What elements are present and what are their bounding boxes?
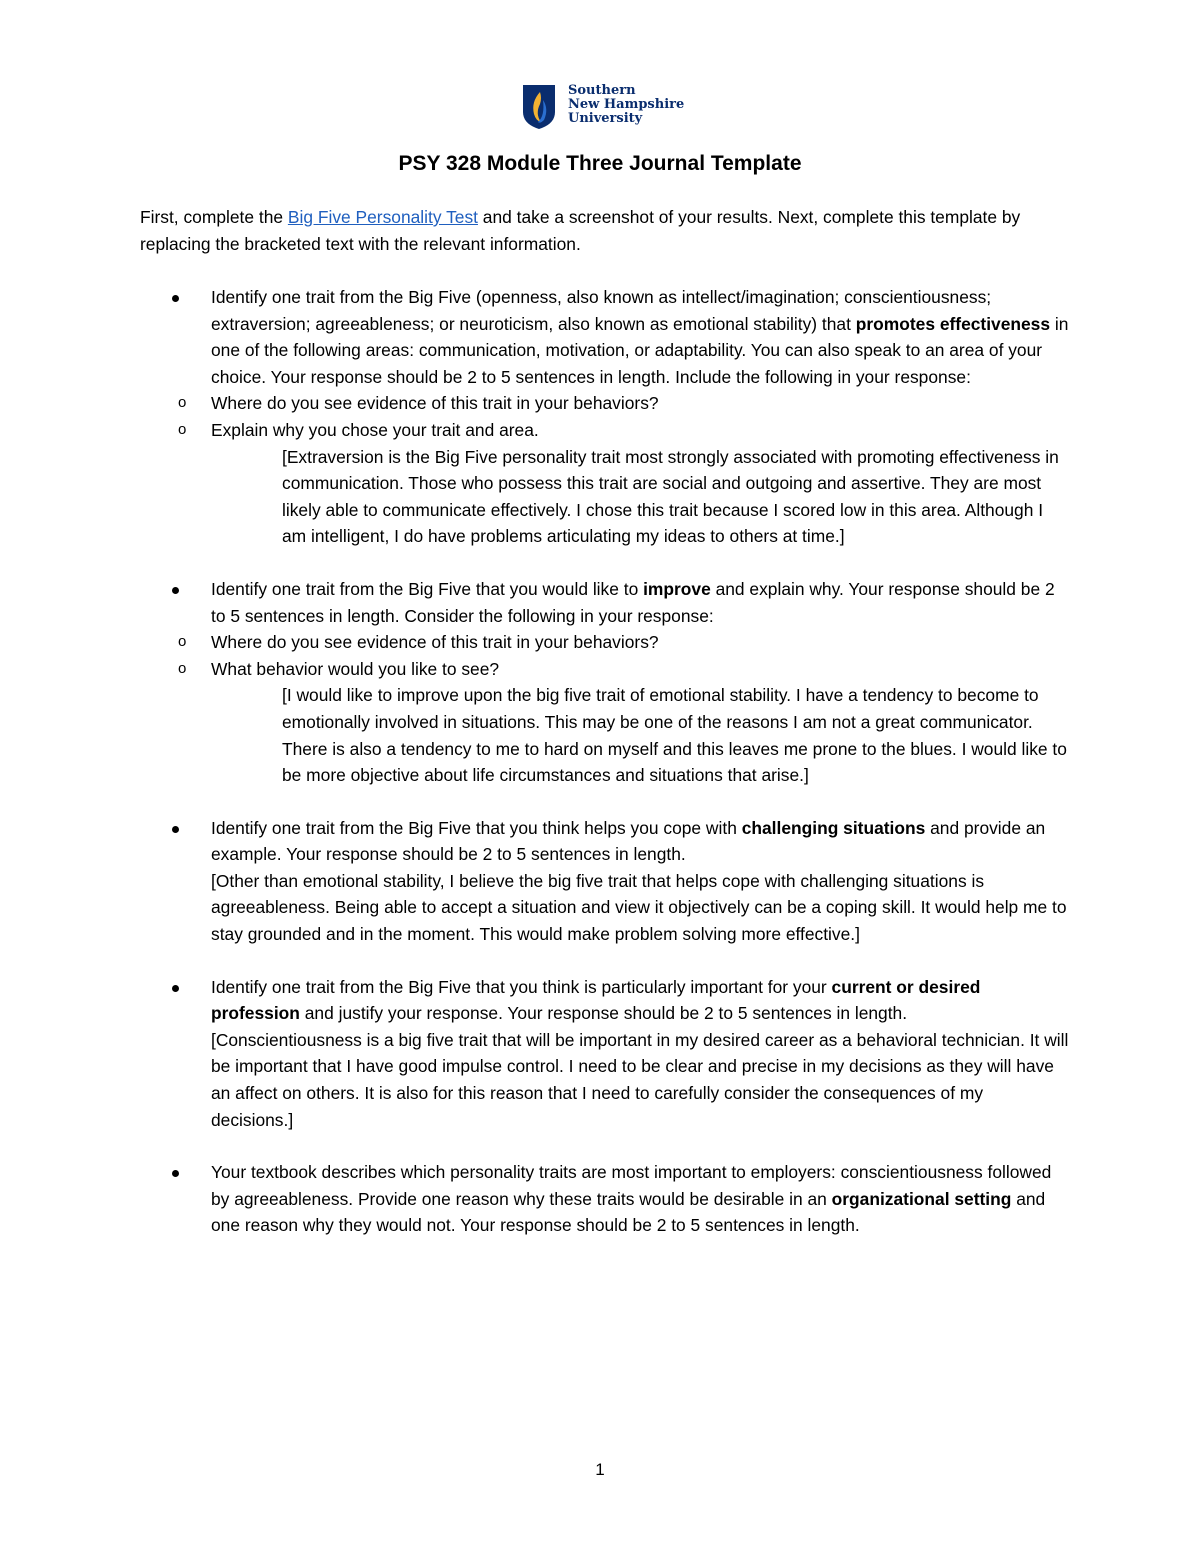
prompt-bold: improve: [643, 578, 711, 599]
answer-text: [Extraversion is the Big Five personality trait most strongly associated with promoting effectiveness in communication. Those who possess this trait are social and outgoing and assertive. They are most likely able to communicate effectively. I chose this trait because I scored low in this area. Although I am intelligent, I do have problems articulating my ideas to others at time.]: [282, 446, 1059, 547]
sub-item-text: Where do you see evidence of this trait in your behaviors?: [211, 632, 659, 653]
sub-list-item: [140, 417, 1070, 444]
prompt-post: and justify your response. Your response should be 2 to 5 sentences in length.: [299, 1003, 908, 1024]
logo-line-3: University: [568, 111, 643, 126]
sub-item-text: Explain why you chose your trait and area.: [211, 419, 539, 440]
prompt-post: in one of the following areas: communication, motivation, or adaptability. You can also speak to an area of your choice. Your response should be 2 to 5 sentences in length. Include the following in your response:: [211, 313, 1069, 387]
answer-text: [I would like to improve upon the big five trait of emotional stability. I have a tendency to become to emotionally involved in situations. This may be one of the reasons I am not a great communicator. There is also a tendency to me to hard on myself and this leaves me prone to the blues. I would like to be more objective about life circumstances and situations that arise.]: [282, 685, 1067, 786]
bullet-icon: [172, 1170, 179, 1177]
list-item: [140, 974, 1070, 1134]
prompt-bold: organizational setting: [831, 1188, 1012, 1209]
prompt-post: and one reason why they would not. Your response should be 2 to 5 sentences in length.: [211, 1188, 1046, 1236]
intro-suffix: and take a screenshot of your results. Next, complete this template by replacing the bracketed text with the relevant information.: [140, 207, 1021, 254]
prompt-pre: Identify one trait from the Big Five that you think is particularly important for your: [211, 976, 832, 997]
logo-line-2: New Hampshire: [568, 97, 685, 112]
intro-prefix: First, complete the: [140, 207, 288, 227]
prompt-pre: Identify one trait from the Big Five that you think helps you cope with: [211, 817, 742, 838]
prompt-bold: challenging situations: [741, 817, 926, 838]
page-title: PSY 328 Module Three Journal Template: [398, 152, 802, 175]
prompt-bold: current or desired profession: [211, 976, 981, 1024]
bullet-icon: [172, 826, 179, 833]
sub-list-item: [140, 656, 1070, 683]
prompt-bold: promotes effectiveness: [855, 313, 1051, 334]
prompt-pre: Identify one trait from the Big Five that you would like to: [211, 578, 644, 599]
prompt-pre: Identify one trait from the Big Five (openness, also known as intellect/imagination; conscientiousness; extraversion; agreeableness; or neuroticism, also known as emotional stability) that: [211, 287, 992, 334]
journal-items: [140, 284, 1070, 1265]
bullet-icon: [172, 985, 179, 992]
bullet-icon: [172, 587, 179, 594]
circle-bullet-icon: o: [178, 394, 187, 412]
prompt-pre: Your textbook describes which personality traits are most important to employers: conscientiousness followed by agreeableness. Provide one reason why these traits would be desirable in an: [211, 1162, 1052, 1209]
list-item: [140, 815, 1070, 948]
prompt-text: [211, 1159, 1070, 1239]
logo-line-1: Southern: [568, 83, 636, 98]
circle-bullet-icon: o: [178, 633, 187, 651]
circle-bullet-icon: o: [178, 420, 187, 438]
prompt-post: and explain why. Your response should be 2 to 5 sentences in length. Consider the following in your response:: [211, 578, 1055, 626]
answer-text: [Conscientiousness is a big five trait that will be important in my desired career as a behavioral technician. It will be important that I have good impulse control. I need to be clear and precise in my decisions as they will have an affect on others. It is also for this reason that I need to carefully consider the consequences of my decisions.]: [211, 1029, 1069, 1130]
answer-text: [Other than emotional stability, I believe the big five trait that helps cope with challenging situations is agreeableness. Being able to accept a situation and view it objectively can be a coping skill. It would help me to stay grounded and in the moment. This would make problem solving more effective.]: [211, 870, 1067, 945]
prompt-text: [211, 284, 1070, 390]
big-five-test-link[interactable]: Big Five Personality Test: [287, 207, 478, 227]
circle-bullet-icon: o: [178, 659, 187, 677]
university-logo: [522, 84, 684, 132]
page-number: 1: [595, 1460, 605, 1479]
list-item: [140, 576, 1070, 789]
sub-list-item: [140, 629, 1070, 656]
prompt-text: [211, 576, 1070, 629]
logo-wordmark: [568, 84, 684, 126]
prompt-text: [211, 815, 1070, 868]
prompt-post: and provide an example. Your response should be 2 to 5 sentences in length.: [211, 817, 1046, 865]
sub-item-text: Where do you see evidence of this trait in your behaviors?: [211, 393, 659, 414]
list-item: [140, 1159, 1070, 1239]
shield-flame-icon: [522, 84, 556, 130]
sub-list-item: [140, 390, 1070, 417]
sub-item-text: What behavior would you like to see?: [211, 658, 500, 679]
bullet-icon: [172, 295, 179, 302]
list-item: [140, 284, 1070, 550]
prompt-text: [211, 974, 1070, 1027]
intro-paragraph: [140, 204, 1060, 258]
